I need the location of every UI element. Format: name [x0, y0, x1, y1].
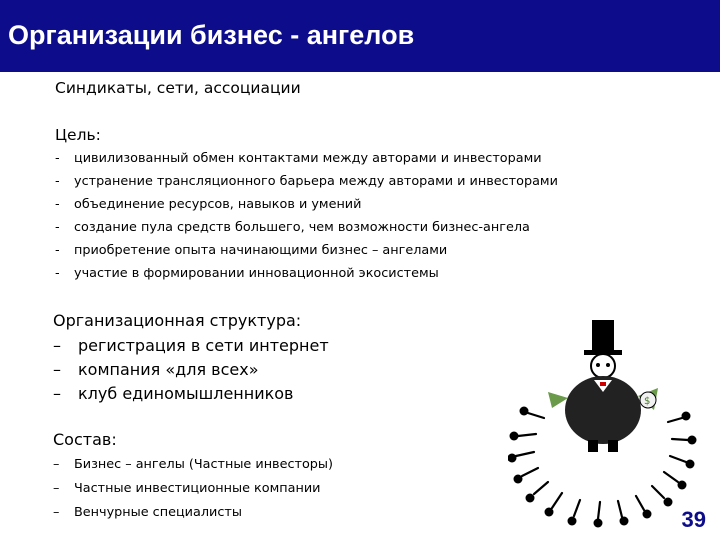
list-marker: -: [55, 197, 60, 212]
title-bar: [0, 0, 720, 72]
list-marker: –: [53, 481, 60, 496]
slide-title: Организации бизнес - ангелов: [8, 20, 415, 50]
goal-heading: Цель:: [55, 126, 101, 144]
list-marker: -: [55, 266, 60, 281]
list-marker: –: [53, 336, 61, 355]
list-item-text: участие в формировании инновационной экосистемы: [74, 266, 439, 281]
list-item-text: компания «для всех»: [78, 360, 259, 379]
list-item-text: клуб единомышленников: [78, 384, 294, 403]
page-number: 39: [681, 507, 706, 532]
dollar-sign-icon: $: [644, 396, 651, 407]
investor-circle-illustration: [508, 318, 698, 528]
list-marker: –: [53, 457, 60, 472]
list-marker: -: [55, 243, 60, 258]
list-marker: –: [53, 360, 61, 379]
list-item-text: регистрация в сети интернет: [78, 336, 329, 355]
list-marker: -: [55, 174, 60, 189]
structure-heading: Организационная структура:: [53, 311, 302, 330]
list-item-text: Бизнес – ангелы (Частные инвесторы): [74, 457, 334, 472]
list-item-text: цивилизованный обмен контактами между авторами и инвесторами: [74, 151, 542, 166]
list-marker: –: [53, 505, 60, 520]
list-marker: -: [55, 220, 60, 235]
list-item-text: объединение ресурсов, навыков и умений: [74, 197, 362, 212]
composition-heading: Состав:: [53, 430, 117, 449]
list-item-text: Частные инвестиционные компании: [74, 481, 321, 496]
slide-subtitle: Синдикаты, сети, ассоциации: [55, 79, 301, 97]
list-marker: -: [55, 151, 60, 166]
list-item-text: Венчурные специалисты: [74, 505, 242, 520]
list-item-text: создание пула средств большего, чем возможности бизнес-ангела: [74, 220, 530, 235]
list-marker: –: [53, 384, 61, 403]
list-item-text: приобретение опыта начинающими бизнес – ангелами: [74, 243, 448, 258]
list-item-text: устранение трансляционного барьера между авторами и инвесторами: [74, 174, 558, 189]
